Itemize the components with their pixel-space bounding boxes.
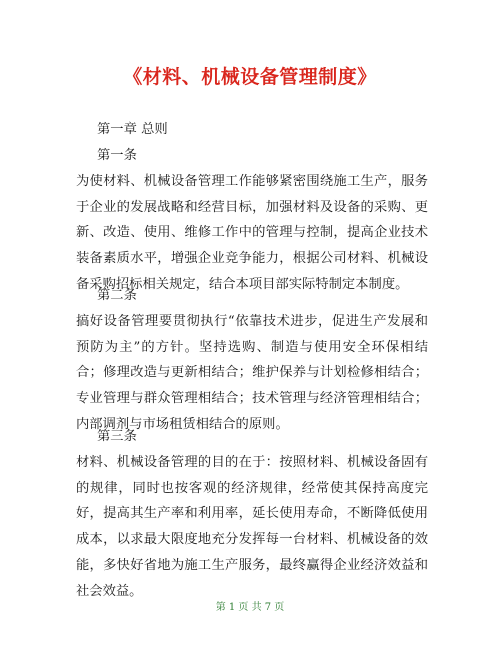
chapter-heading: 第一章 总则 <box>97 122 168 137</box>
page-number-footer: 第 1 页 共 7 页 <box>215 602 285 613</box>
article-3-text: 材料、机械设备管理的目的在于：按照材料、机械设备固有的规律，同时也按客观的经济规律，经常使其保持高度完好，提高其生产率和利用率，延长使用寿命，不断降低使用成本，以求最大限度地充分发挥每一台材料、机械设备的效能，多快好省地为施工生产服务，最终赢得企业经济效益和社会效益。 <box>76 455 428 599</box>
article-2-text: 搞好设备管理要贯彻执行“依靠技术进步，促进生产发展和预防为主”的方针。坚持选购、制造与使用安全环保相结合；修理改造与更新相结合；维护保养与计划检修相结合；专业管理与群众管理相结合；技术管理与经济管理相结合；内部调剂与市场租赁相结合的原则。 <box>76 314 428 432</box>
article-1-heading: 第一条 <box>97 148 137 163</box>
article-2-heading: 第二条 <box>97 288 137 303</box>
document-title: 《材料、机械设备管理制度》 <box>123 66 377 88</box>
article-1-text: 为使材料、机械设备管理工作能够紧密围绕施工生产，服务于企业的发展战略和经营目标，加强材料及设备的采购、更新、改造、使用、维修工作中的管理与控制，提高企业技术装备素质水平，增强企业竞争能力，根据公司材料、机械设备采购招标相关规定，结合本项目部实际特制定本制度。 <box>76 174 428 292</box>
article-3-heading: 第三条 <box>97 429 137 444</box>
